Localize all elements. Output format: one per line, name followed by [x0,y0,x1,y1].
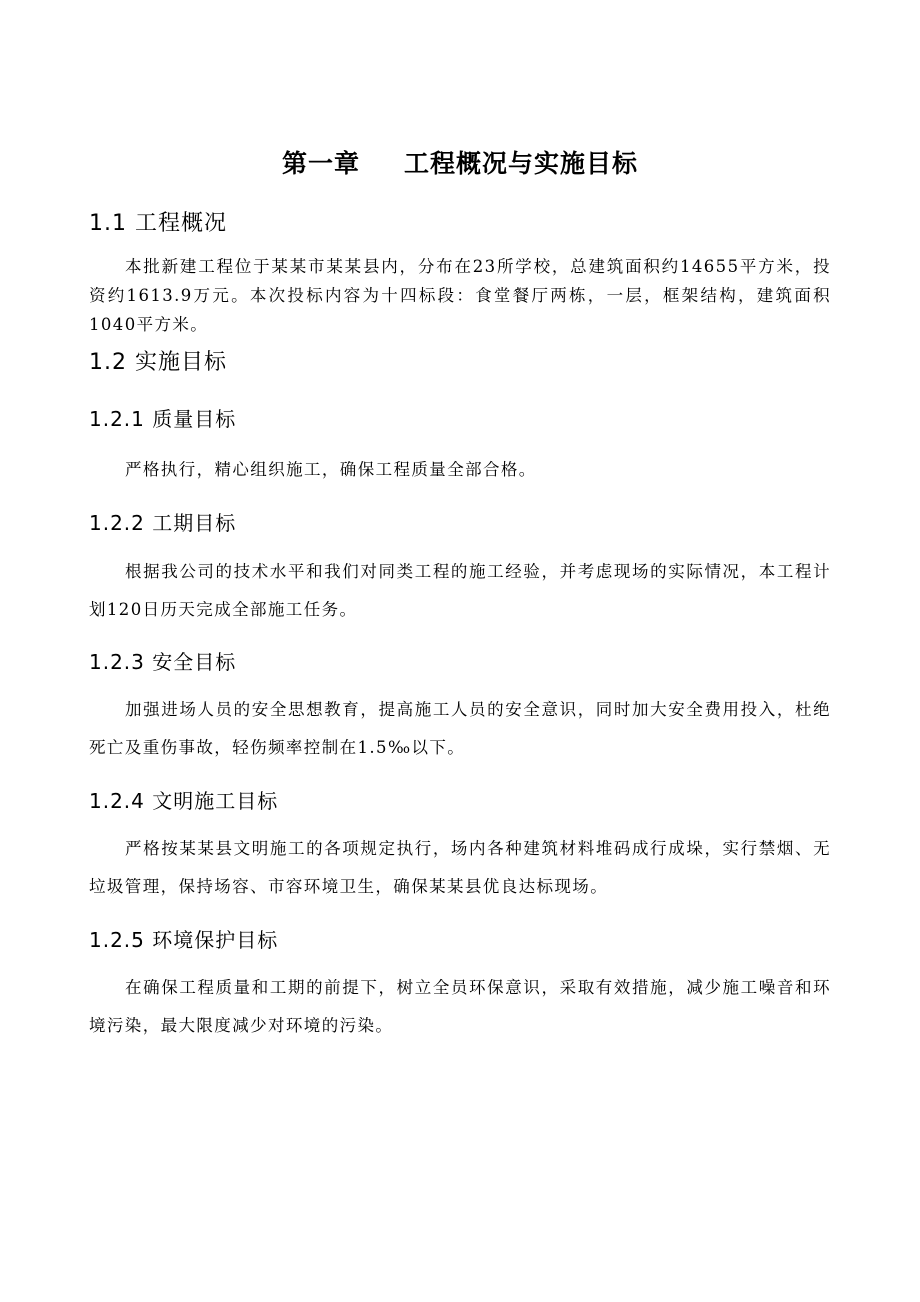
section-1-2-3-heading: 1.2.3 安全目标 [89,650,237,674]
section-1-2-5-body: 在确保工程质量和工期的前提下，树立全员环保意识，采取有效措施，减少施工噪音和环境污染，最大限度减少对环境的污染。 [89,978,831,1035]
section-1-2-3-body: 加强进场人员的安全思想教育，提高施工人员的安全意识，同时加大安全费用投入，杜绝死亡及重伤事故，轻伤频率控制在1.5‰以下。 [89,700,831,757]
chapter-title [0,144,920,180]
chapter-number: 第一章 [281,149,360,178]
section-1-2-5-heading: 1.2.5 环境保护目标 [89,928,279,952]
section-1-1-body: 本批新建工程位于某某市某某县内，分布在23所学校，总建筑面积约14655平方米，投资约1613.9万元。本次投标内容为十四标段：食堂餐厅两栋，一层，框架结构，建筑面积1040平方米。 [89,257,831,334]
section-1-1-heading: 1.1 工程概况 [89,211,227,236]
section-1-2-1-heading: 1.2.1 质量目标 [89,407,237,431]
section-1-2-2-heading: 1.2.2 工期目标 [89,511,237,535]
section-1-2-2-body: 根据我公司的技术水平和我们对同类工程的施工经验，并考虑现场的实际情况，本工程计划120日历天完成全部施工任务。 [89,562,831,619]
chapter-name: 工程概况与实施目标 [404,149,639,178]
section-1-2-heading: 1.2 实施目标 [89,350,227,375]
section-1-2-4-heading: 1.2.4 文明施工目标 [89,789,279,813]
section-1-2-4-body: 严格按某某县文明施工的各项规定执行，场内各种建筑材料堆码成行成垛，实行禁烟、无垃圾管理，保持场容、市容环境卫生，确保某某县优良达标现场。 [89,839,831,896]
section-1-2-1-body: 严格执行，精心组织施工，确保工程质量全部合格。 [125,460,537,479]
